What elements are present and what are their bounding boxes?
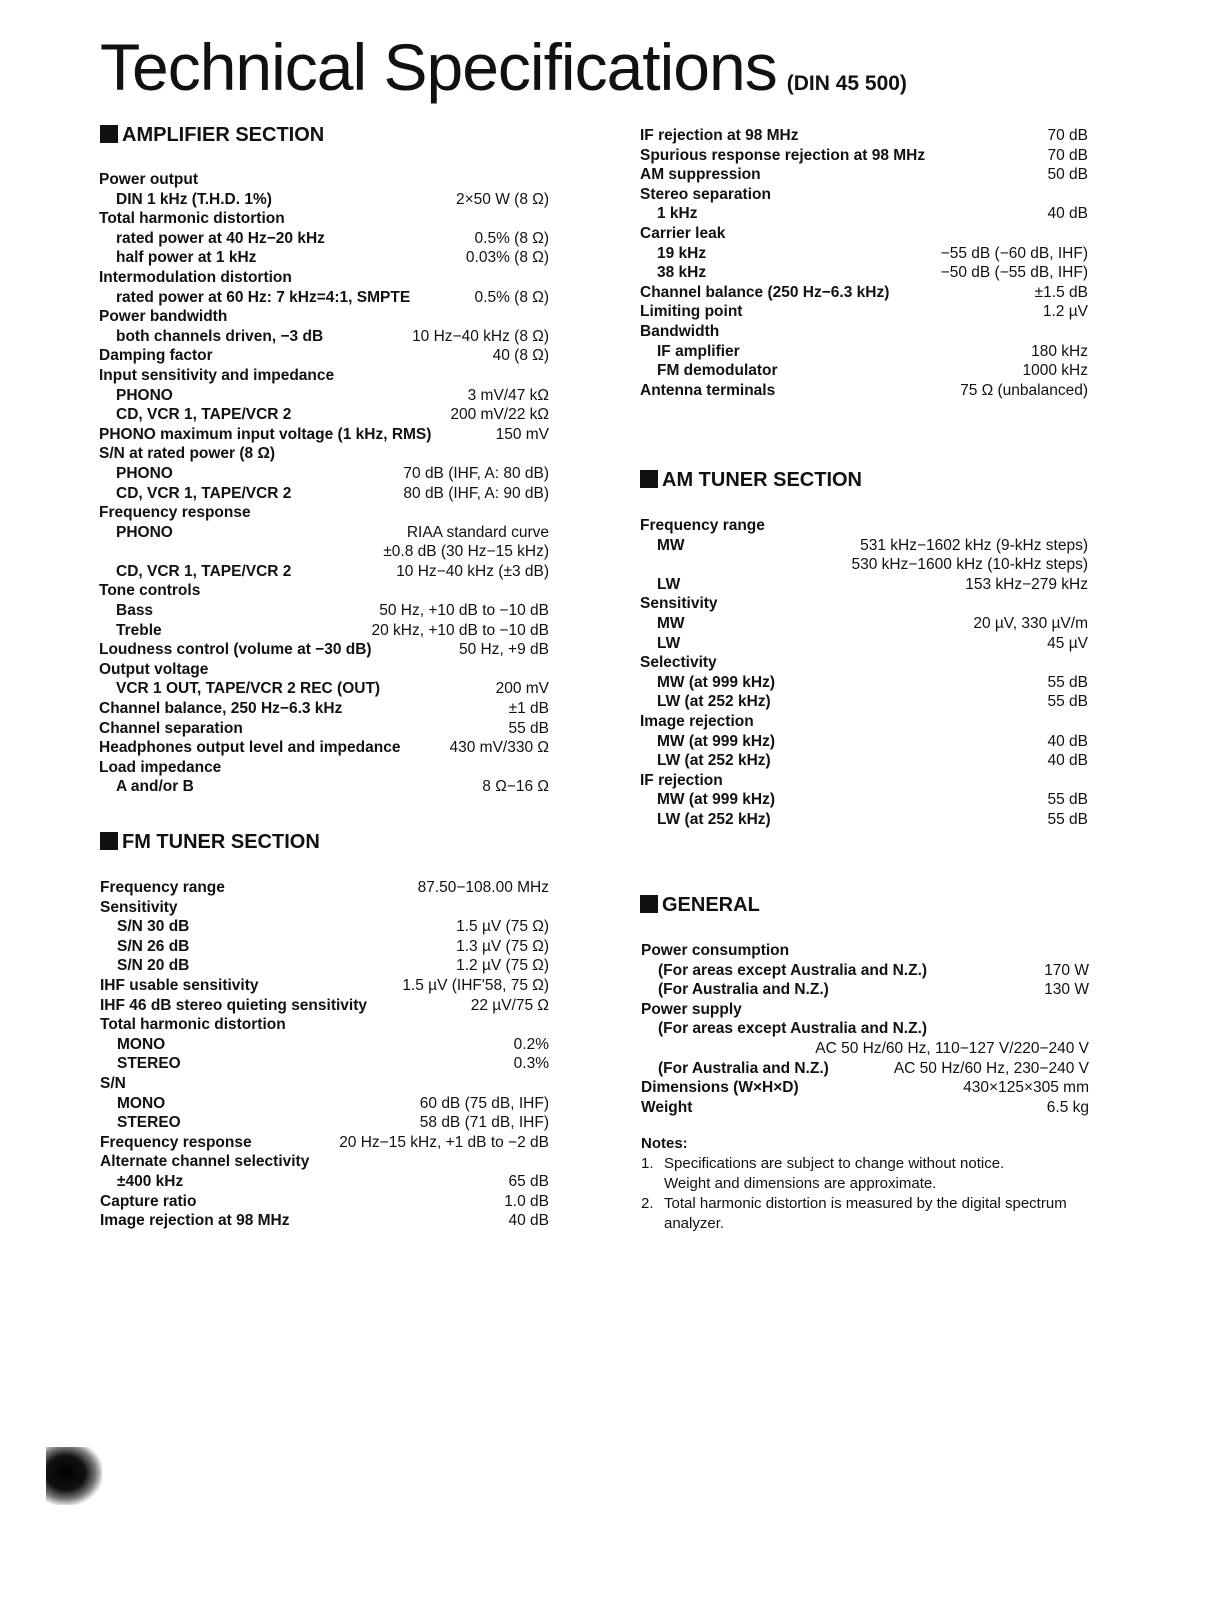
spec-value: 0.5% (8 Ω) (474, 229, 549, 247)
spec-value: 1.0 dB (504, 1192, 549, 1210)
spec-row (99, 660, 549, 680)
spec-row (99, 484, 549, 504)
spec-label: Image rejection at 98 MHz (100, 1212, 290, 1230)
spec-value: 40 dB (1047, 205, 1088, 223)
spec-row (99, 777, 549, 797)
spec-row (100, 1192, 549, 1212)
spec-row (100, 1054, 549, 1074)
spec-label: Capture ratio (100, 1192, 197, 1210)
spec-label: (For areas except Australia and N.Z.) (658, 961, 928, 979)
spec-value: −50 dB (−55 dB, IHF) (940, 264, 1088, 282)
spec-row (640, 126, 1088, 146)
spec-row (640, 692, 1088, 712)
spec-value: 40 dB (508, 1212, 549, 1230)
spec-row (640, 283, 1088, 303)
spec-label: 19 kHz (657, 244, 707, 262)
note-text: Weight and dimensions are approximate. (664, 1175, 937, 1192)
spec-value: ±1.5 dB (1034, 283, 1088, 301)
note-text: Specifications are subject to change without notice. (664, 1155, 1005, 1172)
spec-label: LW (at 252 kHz) (657, 752, 771, 770)
spec-label: Frequency range (100, 879, 225, 896)
spec-label: PHONO (116, 523, 173, 541)
spec-value: 2×50 W (8 Ω) (456, 190, 549, 208)
spec-row (99, 346, 549, 366)
spec-label: Treble (116, 621, 162, 639)
spec-value: 430×125×305 mm (963, 1079, 1089, 1097)
am-tuner-spec-list (640, 516, 1088, 830)
spec-label: AM suppression (640, 166, 761, 184)
spec-label: S/N 30 dB (117, 918, 190, 936)
spec-row (100, 917, 549, 937)
spec-label: Frequency range (640, 517, 765, 534)
fm-tuner-spec-list-continued (640, 126, 1088, 400)
notes-heading: Notes: (641, 1135, 688, 1152)
spec-row (100, 898, 549, 918)
spec-label: both channels driven, −3 dB (116, 327, 324, 345)
spec-row (640, 594, 1088, 614)
spec-row (641, 980, 1089, 1000)
spec-label: Stereo separation (640, 185, 771, 203)
spec-row (99, 190, 549, 210)
spec-value: ±0.8 dB (30 Hz−15 kHz) (383, 543, 549, 561)
spec-value: 1.3 µV (75 Ω) (456, 937, 549, 955)
spec-value: AC 50 Hz/60 Hz, 110−127 V/220−240 V (815, 1039, 1089, 1057)
spec-row (99, 738, 549, 758)
spec-label: Frequency response (99, 504, 251, 522)
spec-label: (For areas except Australia and N.Z.) (658, 1020, 928, 1038)
spec-value: 1.5 µV (75 Ω) (456, 918, 549, 936)
spec-row (640, 381, 1088, 401)
spec-label: Selectivity (640, 654, 717, 672)
spec-row (99, 425, 549, 445)
title-text: Technical Specifications (100, 30, 777, 104)
spec-label: Channel balance, 250 Hz−6.3 kHz (99, 700, 343, 718)
spec-row (100, 1074, 549, 1094)
spec-value: 170 W (1044, 961, 1089, 979)
spec-label: Antenna terminals (640, 381, 776, 399)
spec-row (640, 185, 1088, 205)
scan-ink-smudge (46, 1447, 102, 1505)
spec-value: 200 mV/22 kΩ (450, 406, 549, 424)
spec-label: Power consumption (641, 942, 790, 959)
spec-row (99, 209, 549, 229)
spec-row (99, 327, 549, 347)
square-bullet-icon (100, 832, 118, 850)
spec-label: LW (657, 575, 681, 593)
spec-value: 60 dB (75 dB, IHF) (419, 1094, 549, 1112)
spec-row (100, 1211, 549, 1231)
spec-row (640, 224, 1088, 244)
spec-label: Image rejection (640, 712, 754, 730)
spec-label: Tone controls (99, 582, 201, 600)
spec-value: 130 W (1044, 981, 1089, 999)
spec-value: 153 kHz−279 kHz (965, 575, 1088, 593)
spec-row (99, 386, 549, 406)
note-item (641, 1154, 1101, 1194)
spec-value: 1.2 µV (1042, 303, 1088, 321)
spec-row (640, 302, 1088, 322)
spec-value: 10 Hz−40 kHz (8 Ω) (412, 327, 549, 345)
spec-label: Output voltage (99, 660, 209, 678)
spec-row (640, 146, 1088, 166)
spec-row (641, 1019, 1089, 1039)
spec-value: 22 µV/75 Ω (470, 996, 549, 1014)
spec-value: 1000 kHz (1022, 362, 1088, 380)
spec-value: 65 dB (508, 1172, 549, 1190)
spec-row (641, 1059, 1089, 1079)
spec-label: Power bandwidth (99, 308, 228, 326)
spec-value: 20 µV, 330 µV/m (973, 614, 1088, 632)
spec-row (100, 1152, 549, 1172)
spec-label: IF amplifier (657, 342, 740, 360)
note-text: Total harmonic distortion is measured by the digital spectrum (664, 1195, 1067, 1212)
spec-row (640, 614, 1088, 634)
spec-row (99, 503, 549, 523)
spec-label: LW (657, 634, 681, 652)
spec-label: MW (657, 536, 685, 554)
spec-row (99, 562, 549, 582)
spec-value: 10 Hz−40 kHz (±3 dB) (396, 562, 549, 580)
general-section-heading: GENERAL (640, 893, 760, 917)
spec-row (99, 719, 549, 739)
spec-row (99, 758, 549, 778)
spec-row (99, 366, 549, 386)
spec-value: 530 kHz−1600 kHz (10-kHz steps) (851, 556, 1088, 574)
title-standard: (DIN 45 500) (786, 72, 907, 95)
spec-label: STEREO (117, 1114, 181, 1132)
spec-row (100, 937, 549, 957)
spec-row (640, 555, 1088, 575)
spec-row (640, 361, 1088, 381)
spec-label: (For Australia and N.Z.) (658, 1059, 829, 1077)
spec-label: Frequency response (100, 1133, 252, 1151)
fm-tuner-section-heading: FM TUNER SECTION (100, 830, 320, 854)
spec-value: 200 mV (495, 680, 549, 698)
spec-value: 0.2% (513, 1035, 549, 1053)
spec-row (99, 523, 549, 543)
spec-label: Input sensitivity and impedance (99, 366, 335, 384)
spec-row (640, 322, 1088, 342)
spec-value: 70 dB (IHF, A: 80 dB) (403, 464, 549, 482)
spec-value: 70 dB (1047, 127, 1088, 144)
spec-row (640, 165, 1088, 185)
spec-row (99, 699, 549, 719)
spec-row (640, 751, 1088, 771)
spec-row (99, 307, 549, 327)
spec-row (640, 634, 1088, 654)
spec-row (99, 601, 549, 621)
spec-label: Limiting point (640, 303, 743, 321)
square-bullet-icon (640, 470, 658, 488)
spec-row (640, 771, 1088, 791)
spec-label: 1 kHz (657, 205, 698, 223)
spec-value: 8 Ω−16 Ω (482, 778, 549, 796)
spec-label: PHONO (116, 386, 173, 404)
spec-value: 50 Hz, +9 dB (458, 641, 549, 659)
spec-label: Damping factor (99, 347, 213, 365)
spec-row (99, 288, 549, 308)
spec-label: Dimensions (W×H×D) (641, 1079, 799, 1097)
spec-row (640, 263, 1088, 283)
spec-label: ±400 kHz (117, 1172, 184, 1190)
general-spec-list (641, 941, 1089, 1117)
spec-label: Alternate channel selectivity (100, 1153, 310, 1171)
spec-value: RIAA standard curve (406, 523, 549, 541)
spec-row (641, 1039, 1089, 1059)
spec-label: CD, VCR 1, TAPE/VCR 2 (116, 484, 292, 502)
spec-row (100, 1094, 549, 1114)
spec-value: 70 dB (1047, 146, 1088, 164)
spec-value: 531 kHz−1602 kHz (9-kHz steps) (860, 536, 1088, 554)
spec-value: 0.03% (8 Ω) (465, 249, 549, 267)
spec-row (100, 1172, 549, 1192)
spec-value: AC 50 Hz/60 Hz, 230−240 V (893, 1059, 1089, 1077)
spec-label: Load impedance (99, 758, 222, 776)
spec-label: MONO (117, 1035, 166, 1053)
spec-value: 20 kHz, +10 dB to −10 dB (371, 621, 549, 639)
spec-row (100, 956, 549, 976)
spec-label: Channel balance (250 Hz−6.3 kHz) (640, 283, 890, 301)
spec-value: 50 Hz, +10 dB to −10 dB (379, 602, 549, 620)
spec-label: Total harmonic distortion (99, 210, 285, 228)
spec-label: S/N 26 dB (117, 937, 190, 955)
spec-value: 58 dB (71 dB, IHF) (419, 1114, 549, 1132)
spec-label: S/N at rated power (8 Ω) (99, 445, 276, 463)
spec-row (100, 1133, 549, 1153)
spec-label: Sensitivity (100, 898, 178, 916)
spec-value: 0.5% (8 Ω) (474, 288, 549, 306)
spec-row (99, 405, 549, 425)
spec-label: IF rejection (640, 771, 723, 789)
fm-tuner-spec-list (100, 878, 549, 1231)
spec-value: 1.5 µV (IHF'58, 75 Ω) (402, 976, 549, 994)
amplifier-spec-list (99, 170, 549, 797)
spec-label: S/N 20 dB (117, 957, 190, 975)
spec-label: PHONO maximum input voltage (1 kHz, RMS) (99, 425, 432, 443)
spec-label: Weight (641, 1098, 693, 1116)
spec-label: A and/or B (116, 778, 194, 796)
spec-value: ±1 dB (508, 700, 549, 718)
spec-value: 50 dB (1047, 166, 1088, 184)
spec-row (640, 536, 1088, 556)
spec-label: MW (at 999 kHz) (657, 791, 775, 809)
spec-value: 40 (8 Ω) (492, 347, 549, 365)
spec-row (640, 204, 1088, 224)
spec-label: Channel separation (99, 719, 243, 737)
spec-value: 180 kHz (1031, 342, 1088, 360)
spec-row (641, 1098, 1089, 1118)
spec-value: 55 dB (1047, 810, 1088, 828)
spec-label: STEREO (117, 1055, 181, 1073)
spec-label: Bandwidth (640, 322, 720, 340)
spec-row (99, 444, 549, 464)
spec-row (640, 790, 1088, 810)
spec-label: IHF 46 dB stereo quieting sensitivity (100, 996, 368, 1014)
spec-label: LW (at 252 kHz) (657, 693, 771, 711)
spec-row (640, 342, 1088, 362)
spec-row (99, 268, 549, 288)
spec-row (641, 961, 1089, 981)
spec-value: 3 mV/47 kΩ (467, 386, 549, 404)
spec-label: Bass (116, 602, 154, 620)
spec-row (99, 640, 549, 660)
spec-value: 55 dB (508, 719, 549, 737)
spec-value: 75 Ω (unbalanced) (960, 381, 1088, 399)
spec-row (641, 1078, 1089, 1098)
note-number: 1. (641, 1155, 654, 1172)
spec-value: 55 dB (1047, 693, 1088, 711)
spec-label: Intermodulation distortion (99, 268, 292, 286)
page-title (100, 30, 907, 104)
spec-row (640, 712, 1088, 732)
spec-label: FM demodulator (657, 362, 778, 380)
note-text: analyzer. (664, 1215, 725, 1232)
spec-row (99, 581, 549, 601)
spec-row (640, 653, 1088, 673)
spec-value: 55 dB (1047, 791, 1088, 809)
spec-label: PHONO (116, 464, 173, 482)
spec-label: S/N (100, 1074, 126, 1092)
spec-row (100, 976, 549, 996)
spec-value: 150 mV (495, 425, 549, 443)
spec-value: 45 µV (1047, 634, 1088, 652)
spec-label: Spurious response rejection at 98 MHz (640, 146, 926, 164)
spec-row (640, 810, 1088, 830)
spec-label: LW (at 252 kHz) (657, 810, 771, 828)
spec-row (99, 464, 549, 484)
spec-label: MW (657, 614, 685, 632)
spec-value: 40 dB (1047, 732, 1088, 750)
spec-label: DIN 1 kHz (T.H.D. 1%) (116, 190, 272, 208)
spec-row (641, 1000, 1089, 1020)
spec-label: half power at 1 kHz (116, 249, 257, 267)
spec-label: rated power at 40 Hz−20 kHz (116, 229, 325, 247)
spec-label: MONO (117, 1094, 166, 1112)
spec-row (100, 1113, 549, 1133)
spec-row (640, 673, 1088, 693)
amplifier-section-heading: AMPLIFIER SECTION (100, 123, 324, 147)
spec-row (99, 679, 549, 699)
spec-value: 20 Hz−15 kHz, +1 dB to −2 dB (339, 1133, 549, 1151)
spec-label: MW (at 999 kHz) (657, 732, 775, 750)
square-bullet-icon (640, 895, 658, 913)
spec-label: Power output (99, 171, 199, 188)
spec-label: Carrier leak (640, 224, 726, 242)
spec-label: CD, VCR 1, TAPE/VCR 2 (116, 562, 292, 580)
spec-label: IHF usable sensitivity (100, 976, 259, 994)
spec-row (99, 170, 549, 190)
notes-block (641, 1134, 1101, 1234)
spec-label: Sensitivity (640, 595, 718, 613)
spec-row (640, 732, 1088, 752)
spec-value: 40 dB (1047, 752, 1088, 770)
note-item (641, 1194, 1101, 1234)
spec-value: 6.5 kg (1046, 1098, 1089, 1116)
spec-label: (For Australia and N.Z.) (658, 981, 829, 999)
spec-label: VCR 1 OUT, TAPE/VCR 2 REC (OUT) (116, 680, 381, 698)
spec-label: MW (at 999 kHz) (657, 673, 775, 691)
spec-row (100, 1015, 549, 1035)
spec-label: Total harmonic distortion (100, 1016, 286, 1034)
spec-row (100, 1035, 549, 1055)
note-number: 2. (641, 1195, 654, 1212)
spec-value: −55 dB (−60 dB, IHF) (940, 244, 1088, 262)
spec-label: Loudness control (volume at −30 dB) (99, 641, 372, 659)
spec-row (100, 996, 549, 1016)
spec-value: 87.50−108.00 MHz (417, 879, 549, 896)
spec-value: 430 mV/330 Ω (449, 739, 549, 757)
spec-label: IF rejection at 98 MHz (640, 127, 799, 144)
spec-row (99, 229, 549, 249)
spec-label: Power supply (641, 1000, 742, 1018)
spec-row (99, 542, 549, 562)
spec-value: 80 dB (IHF, A: 90 dB) (403, 484, 549, 502)
spec-value: 0.3% (513, 1055, 549, 1073)
spec-value: 1.2 µV (75 Ω) (456, 957, 549, 975)
spec-label: CD, VCR 1, TAPE/VCR 2 (116, 406, 292, 424)
spec-row (641, 941, 1089, 961)
spec-row (100, 878, 549, 898)
spec-label: 38 kHz (657, 264, 707, 282)
spec-label: Headphones output level and impedance (99, 739, 401, 757)
spec-row (99, 621, 549, 641)
spec-row (640, 516, 1088, 536)
spec-row (99, 248, 549, 268)
square-bullet-icon (100, 125, 118, 143)
spec-label: rated power at 60 Hz: 7 kHz=4:1, SMPTE (116, 288, 411, 306)
spec-row (640, 575, 1088, 595)
spec-row (640, 244, 1088, 264)
spec-value: 55 dB (1047, 673, 1088, 691)
am-tuner-section-heading: AM TUNER SECTION (640, 468, 862, 492)
